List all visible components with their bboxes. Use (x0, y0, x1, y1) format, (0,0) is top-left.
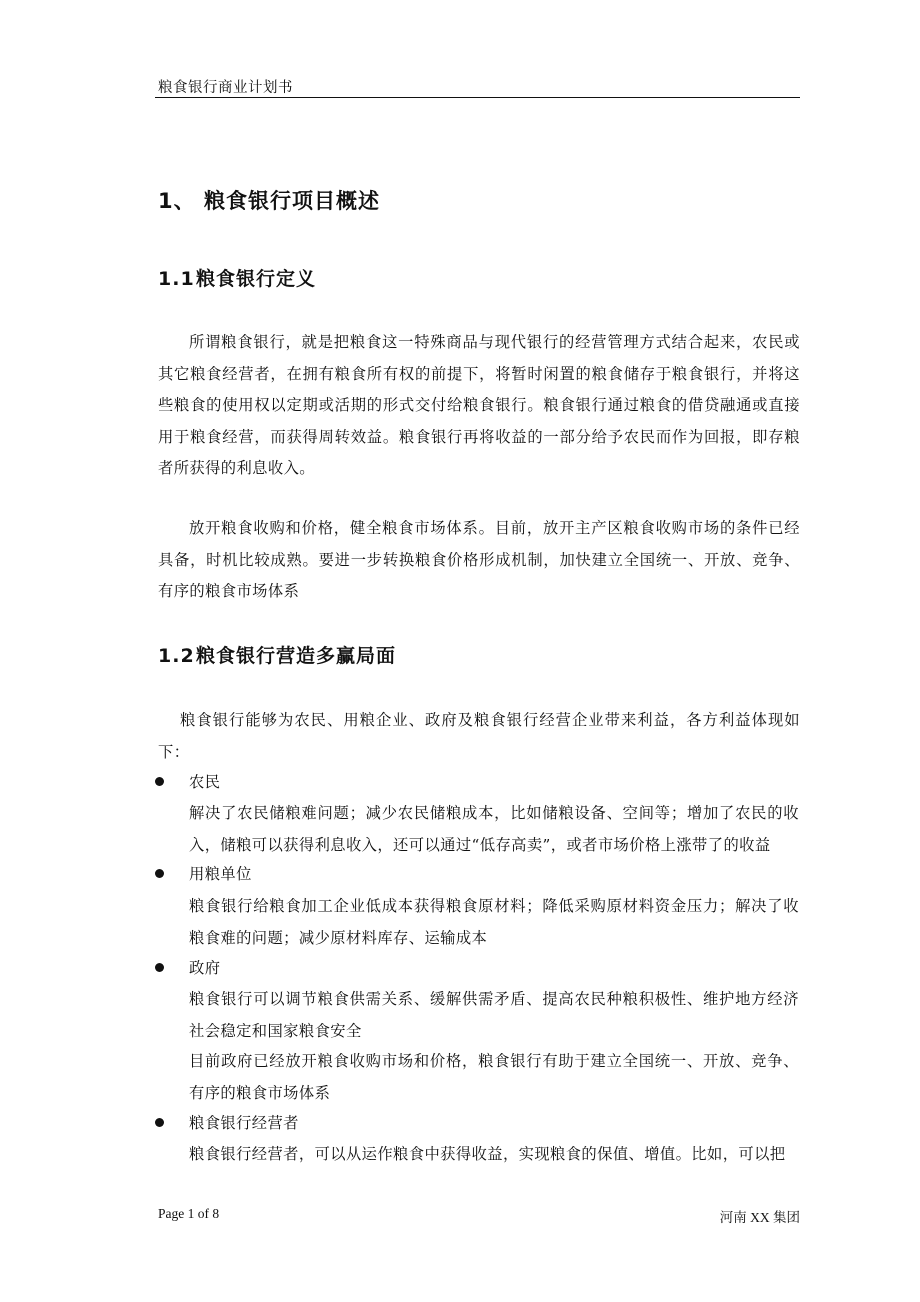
section-1-2-number: 1.2 (158, 645, 195, 667)
government-market-text: 目前政府已经放开粮食收购市场和价格，粮食银行有助于建立全国统一、开放、竞争、有序的粮食市场体系 (189, 1052, 799, 1102)
section-1-1-heading (158, 264, 316, 291)
bullet-label-operators: 粮食银行经营者 (189, 1114, 299, 1132)
bullet-icon (155, 869, 164, 878)
farmers-benefit-text: 解决了农民储粮难问题；减少农民储粮成本，比如储粮设备、空间等；增加了农民的收入，储粮可以获得利息收入，还可以通过“低存高卖”，或者市场价格上涨带了的收益 (189, 804, 799, 854)
section-1-1-number: 1.1 (158, 268, 195, 290)
multi-win-intro: 粮食银行能够为农民、用粮企业、政府及粮食银行经营企业带来利益，各方利益体现如下： (158, 711, 800, 761)
bullet-label-government: 政府 (189, 959, 221, 977)
header-divider (155, 97, 800, 98)
company-name: 河南 XX 集团 (719, 1210, 800, 1225)
bullet-icon (155, 1118, 164, 1127)
bullet-icon (155, 963, 164, 972)
operators-benefit-text: 粮食银行经营者，可以从运作粮食中获得收益，实现粮食的保值、增值。比如，可以把 (189, 1145, 786, 1163)
section-1-number: 1、 (158, 189, 196, 213)
definition-paragraph: 所谓粮食银行，就是把粮食这一特殊商品与现代银行的经营管理方式结合起来，农民或其它粮食经营者，在拥有粮食所有权的前提下，将暂时闲置的粮食储存于粮食银行，并将这些粮食的使用权以定期或活期的形式交付给粮食银行。粮食银行通过粮食的借贷融通或直接用于粮食经营，而获得周转效益。粮食银行再将收益的一部分给予农民而作为回报，即存粮者所获得的利息收入。 (158, 333, 800, 477)
market-paragraph: 放开粮食收购和价格，健全粮食市场体系。目前，放开主产区粮食收购市场的条件已经具备，时机比较成熟。要进一步转换粮食价格形成机制，加快建立全国统一、开放、竞争、有序的粮食市场体系 (158, 519, 800, 600)
section-1-2-title: 粮食银行营造多赢局面 (196, 645, 397, 667)
section-1-1-title: 粮食银行定义 (196, 268, 317, 290)
bullet-label-farmers: 农民 (189, 773, 221, 791)
bullet-icon (155, 777, 164, 786)
running-header-title: 粮食银行商业计划书 (158, 80, 293, 96)
government-benefit-text: 粮食银行可以调节粮食供需关系、缓解供需矛盾、提高农民种粮积极性、维护地方经济社会稳定和国家粮食安全 (189, 990, 799, 1040)
section-1-2-heading (158, 641, 396, 668)
section-1-heading (158, 185, 380, 215)
page-number: Page 1 of 8 (158, 1206, 220, 1221)
bullet-label-grain-users: 用粮单位 (189, 865, 252, 883)
grain-users-benefit-text: 粮食银行给粮食加工企业低成本获得粮食原材料；降低采购原材料资金压力；解决了收粮食难的问题；减少原材料库存、运输成本 (189, 897, 799, 947)
section-1-title: 粮食银行项目概述 (204, 189, 380, 213)
